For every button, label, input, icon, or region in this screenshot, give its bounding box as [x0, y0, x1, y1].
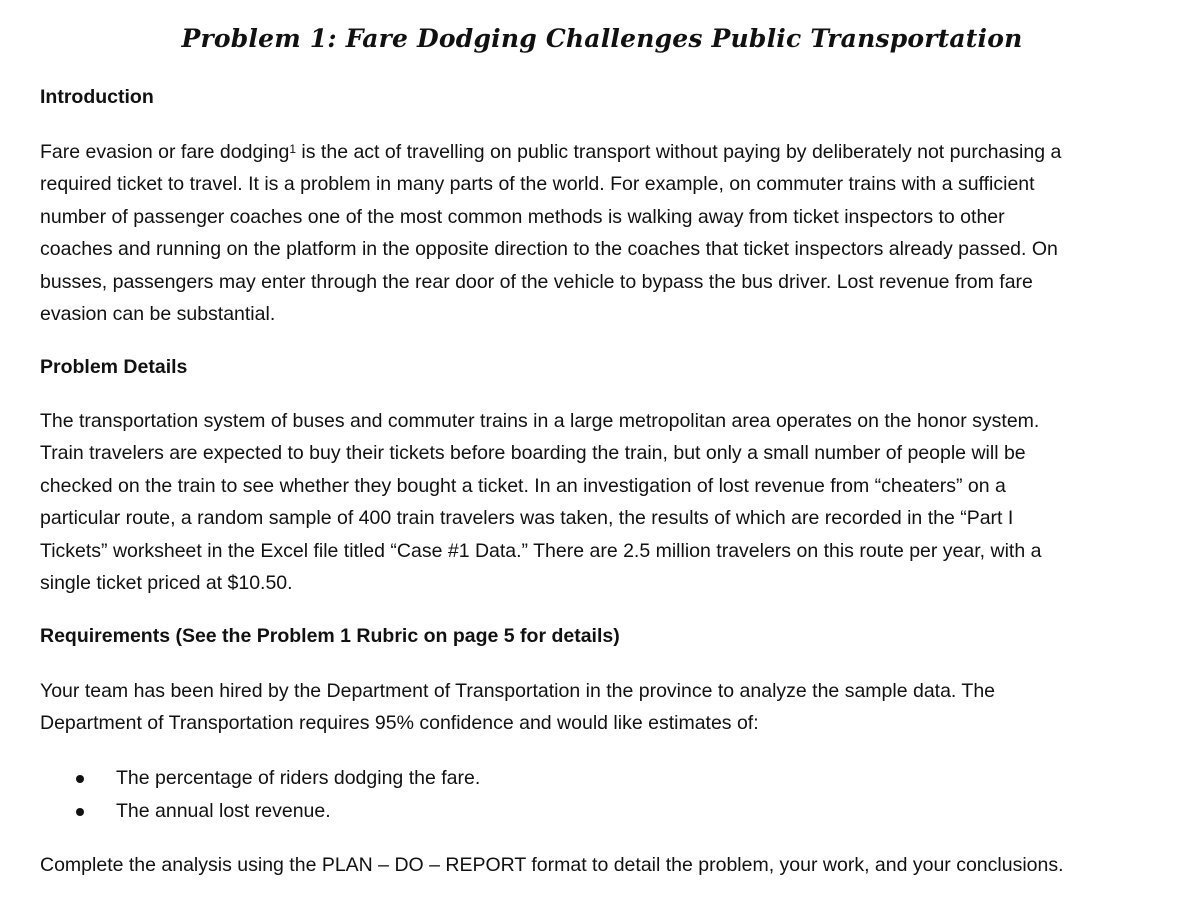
requirements-heading: Requirements (See the Problem 1 Rubric on page 5 for details): [40, 625, 620, 647]
introduction-paragraph: [40, 136, 1175, 330]
closing-paragraph: [40, 849, 1175, 881]
problem-details-heading: Problem Details: [40, 356, 188, 378]
footnote-marker: 1: [289, 142, 297, 156]
list-item: [40, 762, 480, 795]
paragraph-line: Tickets” worksheet in the Excel file titled “Case #1 Data.” There are 2.5 million travelers on this route per year, with a: [40, 539, 1042, 562]
paragraph-line: checked on the train to see whether they bought a ticket. In an investigation of lost revenue from “cheaters” on a: [40, 474, 1006, 497]
paragraph-line: evasion can be substantial.: [40, 303, 276, 326]
paragraph-line: Your team has been hired by the Department of Transportation in the province to analyze the sample data. The: [40, 680, 996, 702]
paragraph-line: The transportation system of buses and commuter trains in a large metropolitan area operates on the honor system.: [40, 410, 1040, 432]
paragraph-line: particular route, a random sample of 400 train travelers was taken, the results of which are recorded in the “Part I: [40, 507, 1014, 530]
paragraph-line: Train travelers are expected to buy their tickets before boarding the train, but only a small number of people will be: [40, 442, 1026, 465]
document-title: Problem 1: Fare Dodging Challenges Public Transportation: [181, 24, 1023, 53]
bullet-text: The percentage of riders dodging the fare.: [116, 767, 481, 789]
paragraph-line: coaches and running on the platform in the opposite direction to the coaches that ticket inspectors already passed. On: [40, 238, 1058, 261]
introduction-heading: Introduction: [40, 86, 154, 108]
bullet-text: The annual lost revenue.: [116, 800, 331, 822]
paragraph-line: Department of Transportation requires 95% confidence and would like estimates of:: [40, 712, 759, 735]
list-item: [40, 795, 480, 828]
requirements-paragraph: [40, 675, 1175, 740]
paragraph-line: required ticket to travel. It is a problem in many parts of the world. For example, on commuter trains with a sufficient: [40, 173, 1035, 196]
paragraph-line: Complete the analysis using the PLAN – DO – REPORT format to detail the problem, your work, and your conclusions.: [40, 854, 1064, 876]
problem-details-paragraph: [40, 405, 1175, 599]
bullet-icon: [76, 775, 84, 783]
paragraph-line: number of passenger coaches one of the most common methods is walking away from ticket inspectors to other: [40, 205, 1005, 228]
paragraph-line: Fare evasion or fare dodging$^1$ is the act of travelling on public transport without paying by deliberately not purchasing a: [40, 141, 1062, 163]
requirements-bullet-list: [40, 762, 480, 828]
bullet-icon: [76, 808, 84, 816]
paragraph-line: single ticket priced at $10.50.: [40, 572, 293, 595]
paragraph-line: busses, passengers may enter through the rear door of the vehicle to bypass the bus driver. Lost revenue from fare: [40, 270, 1033, 293]
